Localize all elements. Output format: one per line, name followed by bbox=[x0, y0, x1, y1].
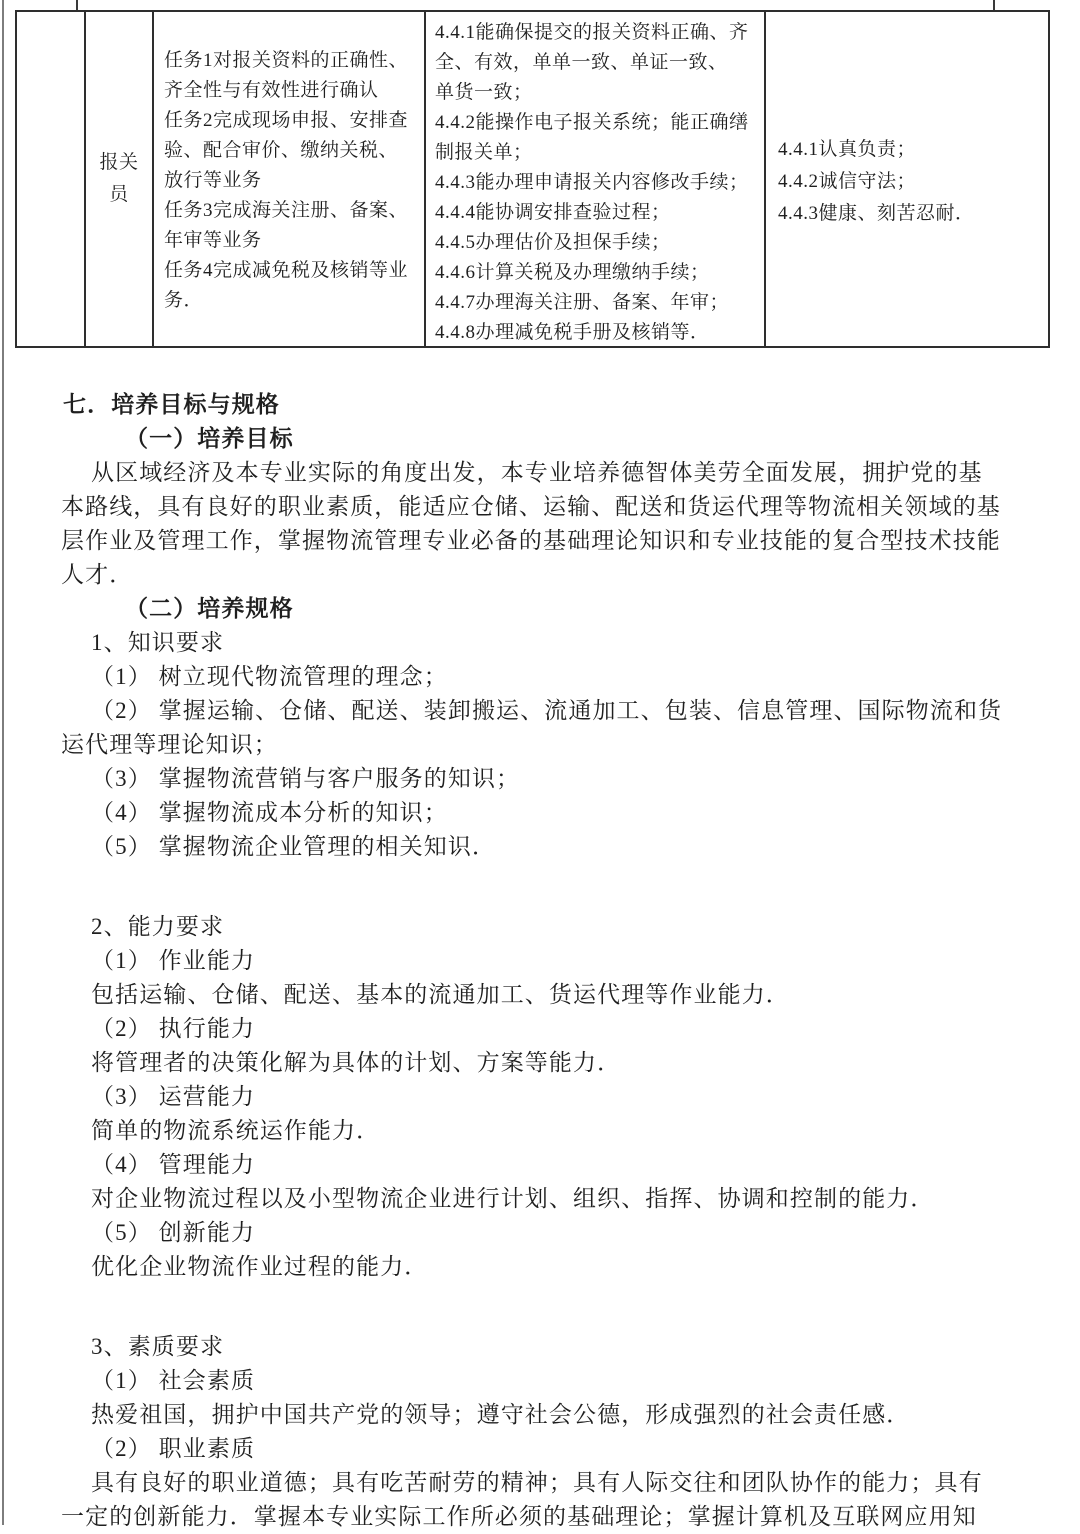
table-cell-tasks bbox=[152, 12, 424, 346]
table-cell-position bbox=[84, 12, 152, 346]
text-line: 全、有效，单单一致、单证一致、 bbox=[435, 52, 728, 73]
text-line: 验、配合审价、缴纳关税、 bbox=[164, 140, 399, 161]
text-line: （4） 管理能力 bbox=[91, 1152, 256, 1177]
text-line: 本路线，具有良好的职业素质，能适应仓储、运输、配送和货运代理等物流相关领域的基 bbox=[61, 494, 1001, 519]
blank-line bbox=[61, 864, 1056, 910]
text-line: 4.4.1认真负责； bbox=[778, 139, 917, 160]
document-body bbox=[61, 388, 1056, 1534]
text-line: 任务1对报关资料的正确性、 bbox=[164, 50, 409, 71]
text-line: 年审等业务 bbox=[164, 230, 262, 251]
table-cell-qualities bbox=[764, 12, 1048, 346]
occupation-skills-table bbox=[15, 10, 1050, 348]
text-line: 员 bbox=[109, 184, 129, 205]
table-cell-empty bbox=[17, 12, 84, 346]
table-column-remnant-line bbox=[993, 0, 995, 10]
text-line: 包括运输、仓储、配送、基本的流通加工、货运代理等作业能力． bbox=[91, 982, 790, 1007]
text-line: 简单的物流系统运作能力． bbox=[91, 1118, 381, 1143]
text-line: （3） 运营能力 bbox=[91, 1084, 256, 1109]
text-line: （2） 掌握运输、仓储、配送、装卸搬运、流通加工、包装、信息管理、国际物流和货 bbox=[91, 698, 1003, 723]
text-line: （一）培养目标 bbox=[125, 426, 294, 451]
text-line: 优化企业物流作业过程的能力． bbox=[91, 1254, 429, 1279]
text-line: （1） 社会素质 bbox=[91, 1368, 256, 1393]
text-line: （1） 树立现代物流管理的理念； bbox=[91, 664, 448, 689]
text-line: 层作业及管理工作，掌握物流管理专业必备的基础理论知识和专业技能的复合型技术技能 bbox=[61, 528, 1001, 553]
text-line: 齐全性与有效性进行确认 bbox=[164, 80, 379, 101]
blank-line bbox=[61, 1284, 1056, 1330]
text-line: 2、能力要求 bbox=[91, 914, 225, 939]
text-line: （1） 作业能力 bbox=[91, 948, 256, 973]
text-line: 4.4.8办理减免税手册及核销等． bbox=[435, 322, 710, 343]
text-line: 七．培养目标与规格 bbox=[63, 392, 280, 417]
text-line: 从区域经济及本专业实际的角度出发，本专业培养德智体美劳全面发展，拥护党的基 bbox=[91, 460, 983, 485]
text-line: 任务4完成减免税及核销等业 bbox=[164, 260, 409, 281]
text-line: 4.4.3健康、刻苦忍耐． bbox=[778, 203, 975, 224]
text-line: 4.4.4能协调安排查验过程； bbox=[435, 202, 671, 223]
text-line: 1、知识要求 bbox=[91, 630, 225, 655]
text-line: （5） 创新能力 bbox=[91, 1220, 256, 1245]
text-line: 任务2完成现场申报、安排查 bbox=[164, 110, 409, 131]
text-line: 单货一致； bbox=[435, 82, 533, 103]
text-line: 4.4.1能确保提交的报关资料正确、齐 bbox=[435, 22, 749, 43]
text-line: （二）培养规格 bbox=[125, 596, 294, 621]
text-line: 运代理等理论知识； bbox=[61, 732, 278, 757]
table-cell-skills bbox=[424, 12, 764, 346]
text-line: 热爱祖国，拥护中国共产党的领导；遵守社会公德，形成强烈的社会责任感． bbox=[91, 1402, 911, 1427]
text-line: 4.4.2诚信守法； bbox=[778, 171, 917, 192]
text-line: 4.4.6计算关税及办理缴纳手续； bbox=[435, 262, 710, 283]
text-line: 对企业物流过程以及小型物流企业进行计划、组织、指挥、协调和控制的能力． bbox=[91, 1186, 935, 1211]
text-line: 4.4.7办理海关注册、备案、年审； bbox=[435, 292, 730, 313]
text-line: 制报关单； bbox=[435, 142, 533, 163]
text-line: （2） 职业素质 bbox=[91, 1436, 256, 1461]
text-line: 报关 bbox=[99, 152, 139, 173]
text-line: （5） 掌握物流企业管理的相关知识． bbox=[91, 834, 497, 859]
text-line: 具有良好的职业道德；具有吃苦耐劳的精神；具有人际交往和团队协作的能力；具有 bbox=[91, 1470, 983, 1495]
text-line: 4.4.3能办理申请报关内容修改手续； bbox=[435, 172, 749, 193]
page-left-edge-scan-line bbox=[2, 0, 4, 1525]
text-line: 将管理者的决策化解为具体的计划、方案等能力． bbox=[91, 1050, 622, 1075]
text-line: 人才． bbox=[61, 562, 134, 587]
text-line: 一定的创新能力．掌握本专业实际工作所必须的基础理论；掌握计算机及互联网应用知 bbox=[61, 1504, 977, 1529]
text-line: 任务3完成海关注册、备案、 bbox=[164, 200, 409, 221]
text-line: （4） 掌握物流成本分析的知识； bbox=[91, 800, 448, 825]
text-line: 4.4.5办理估价及担保手续； bbox=[435, 232, 671, 253]
text-line: 放行等业务 bbox=[164, 170, 262, 191]
text-line: 4.4.2能操作电子报关系统；能正确缮 bbox=[435, 112, 749, 133]
text-line: 务． bbox=[164, 290, 204, 311]
text-line: 3、素质要求 bbox=[91, 1334, 225, 1359]
text-line: （2） 执行能力 bbox=[91, 1016, 256, 1041]
text-line: （3） 掌握物流营销与客户服务的知识； bbox=[91, 766, 521, 791]
